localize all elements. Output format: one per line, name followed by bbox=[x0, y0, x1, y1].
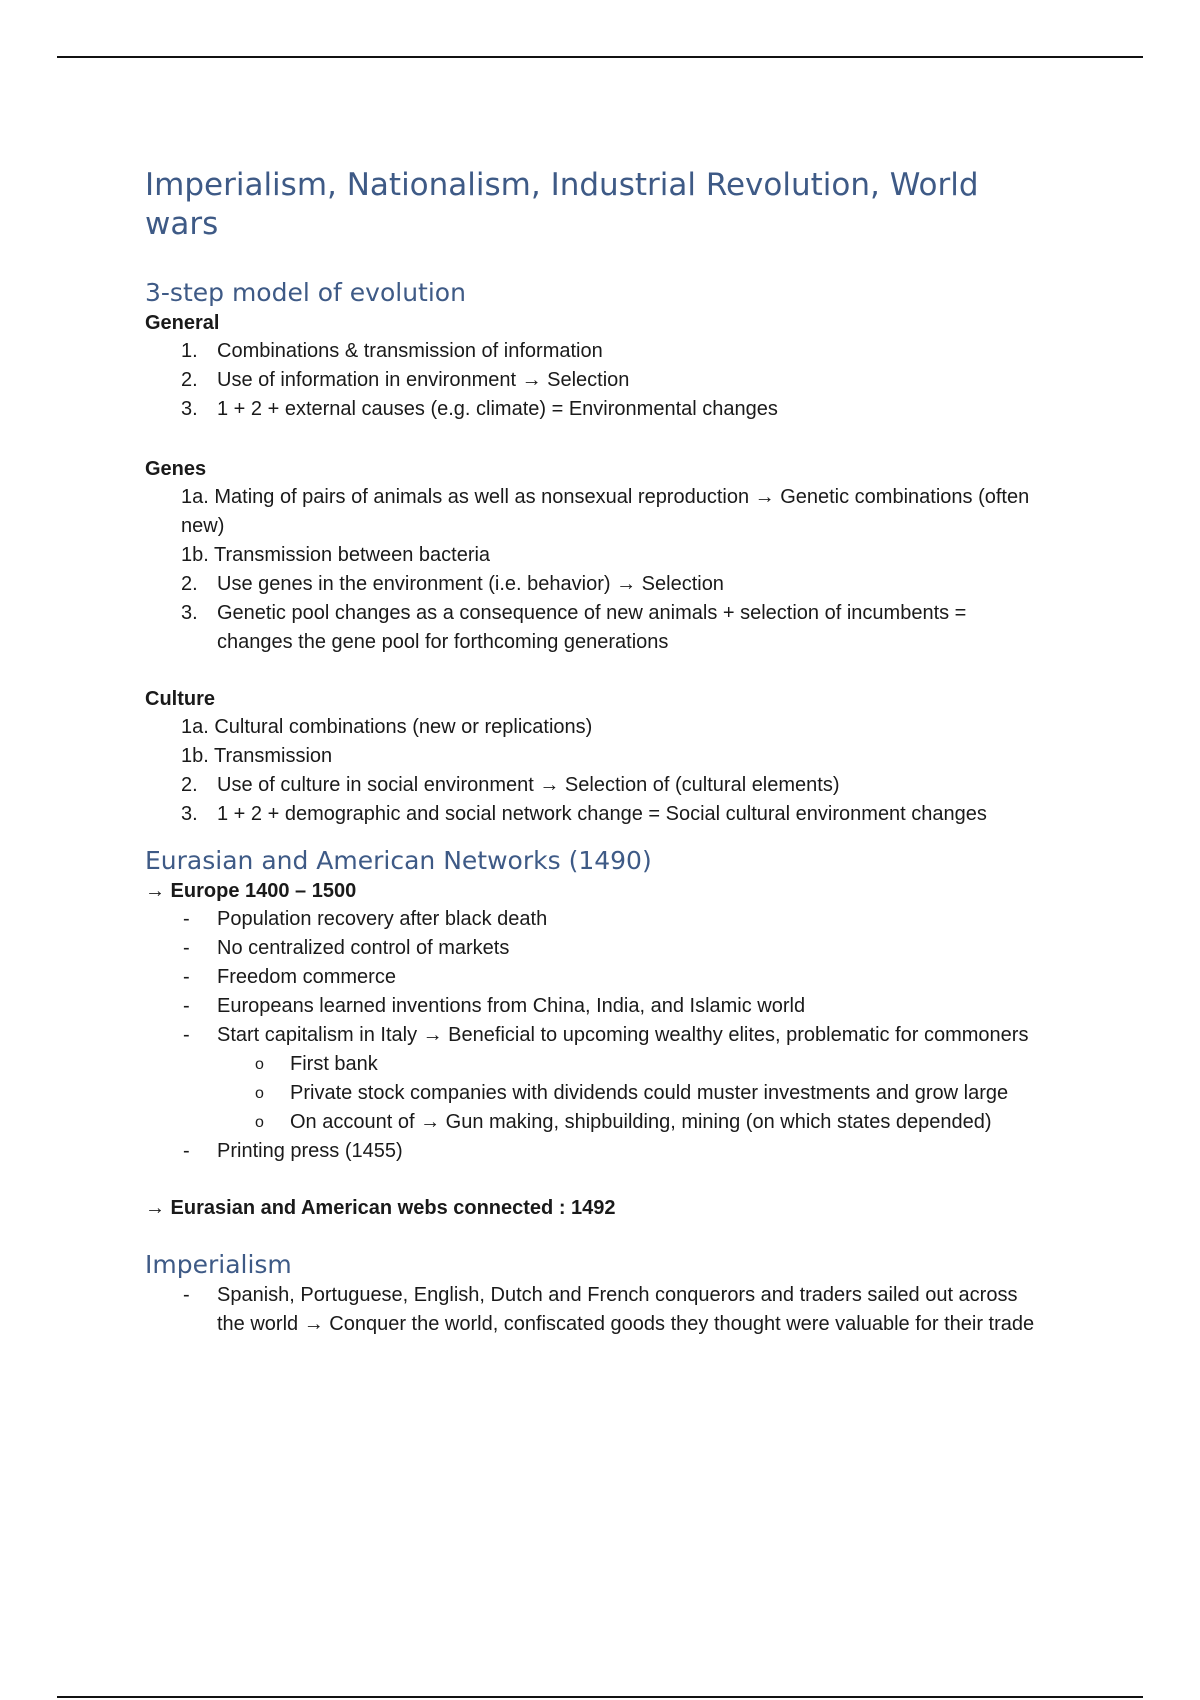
subheading-genes: Genes bbox=[145, 458, 207, 480]
list-item: 1. Combinations & transmission of information bbox=[181, 340, 603, 362]
section-heading-networks: Eurasian and American Networks (1490) bbox=[145, 846, 652, 875]
list-item: 2. Use of culture in social environment → Selection of (cultural elements) bbox=[181, 774, 840, 796]
printing-list bbox=[145, 1137, 1045, 1166]
list-item: 3. 1 + 2 + external causes (e.g. climate) = Environmental changes bbox=[181, 398, 778, 420]
list-item: - No centralized control of markets bbox=[183, 937, 510, 959]
list-item: 1a. Mating of pairs of animals as well as nonsexual reproduction → Genetic combinations (often new) bbox=[181, 486, 1030, 537]
list-item: - Europeans learned inventions from China, India, and Islamic world bbox=[183, 995, 806, 1017]
footer-rule bbox=[57, 1696, 1143, 1698]
capitalism-sublist bbox=[145, 1050, 1045, 1137]
europe-list bbox=[145, 905, 1045, 1050]
list-item: - Population recovery after black death bbox=[183, 908, 548, 930]
section-heading-evolution: 3-step model of evolution bbox=[145, 278, 466, 307]
general-list bbox=[145, 337, 1045, 424]
culture-list bbox=[145, 713, 1045, 829]
list-item: - Printing press (1455) bbox=[183, 1140, 403, 1162]
list-item: 1b. Transmission bbox=[181, 745, 333, 767]
list-item: o On account of → Gun making, shipbuilding, mining (on which states depended) bbox=[255, 1111, 992, 1133]
list-item: 3. Genetic pool changes as a consequence of new animals + selection of incumbents = changes the gene pool for forthcoming generations bbox=[181, 602, 967, 653]
list-item: 3. 1 + 2 + demographic and social network change = Social cultural environment changes bbox=[181, 803, 987, 825]
subheading-europe: → Europe 1400 – 1500 bbox=[145, 880, 357, 902]
subheading-general: General bbox=[145, 312, 220, 334]
list-item: o Private stock companies with dividends could muster investments and grow large bbox=[255, 1082, 1009, 1104]
list-item: - Spanish, Portuguese, English, Dutch and French conquerors and traders sailed out across the world → Conquer the world, confiscated goods they thought were valuable for their trade bbox=[183, 1284, 1035, 1335]
imperialism-list bbox=[145, 1281, 1045, 1339]
list-item: - Start capitalism in Italy → Beneficial to upcoming wealthy elites, problematic for commoners bbox=[183, 1024, 1029, 1046]
list-item: 2. Use genes in the environment (i.e. behavior) → Selection bbox=[181, 573, 724, 595]
list-item: 1a. Cultural combinations (new or replications) bbox=[181, 716, 593, 738]
document-page bbox=[145, 166, 1045, 1339]
list-item: - Freedom commerce bbox=[183, 966, 396, 988]
subheading-webs-connected: → Eurasian and American webs connected : 1492 bbox=[145, 1197, 616, 1219]
list-item: 2. Use of information in environment → Selection bbox=[181, 369, 630, 391]
document-title: Imperialism, Nationalism, Industrial Revolution, World wars bbox=[145, 167, 979, 242]
section-heading-imperialism: Imperialism bbox=[145, 1250, 292, 1279]
header-rule bbox=[57, 56, 1143, 58]
subheading-culture: Culture bbox=[145, 688, 215, 710]
list-item: 1b. Transmission between bacteria bbox=[181, 544, 491, 566]
list-item: o First bank bbox=[255, 1053, 378, 1075]
genes-list bbox=[145, 483, 1045, 657]
